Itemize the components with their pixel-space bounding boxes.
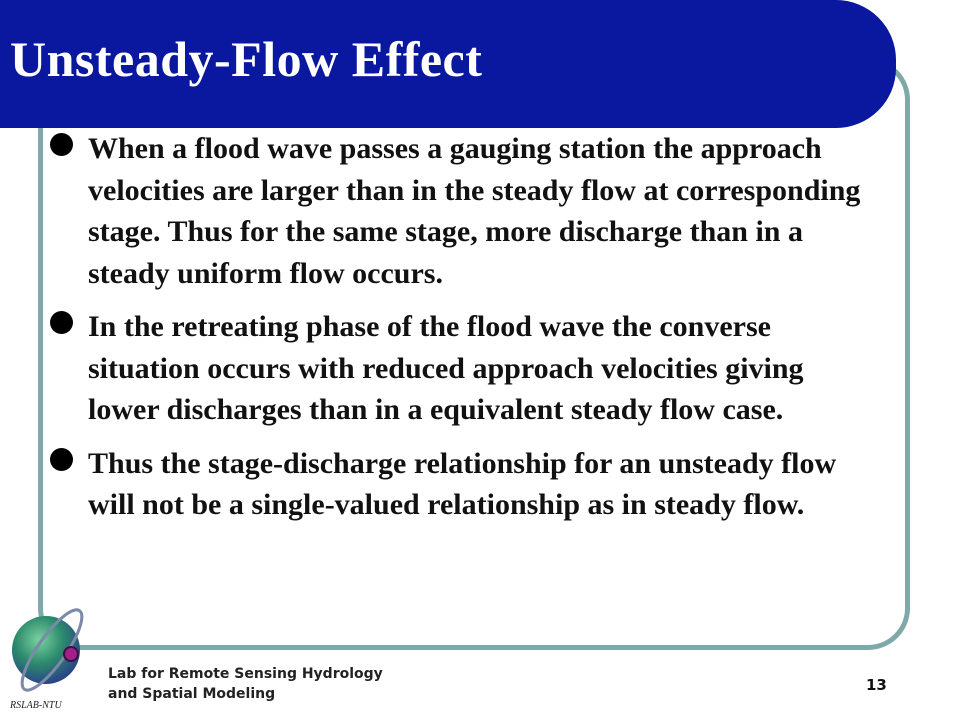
lab-name-line1: Lab for Remote Sensing Hydrology	[108, 666, 383, 682]
logo-caption: RSLAB-NTU	[10, 700, 62, 711]
bullet-item	[48, 443, 868, 526]
bullet-list	[48, 128, 868, 538]
lab-name	[108, 664, 383, 704]
page-number: 13	[866, 676, 887, 694]
lab-name-line2: and Spatial Modeling	[108, 686, 276, 702]
bullet-dot-icon	[50, 133, 73, 156]
globe-orbit-logo-icon	[6, 598, 96, 698]
bullet-text: In the retreating phase of the flood wave the converse situation occurs with reduced approach velocities giving lower discharges than in a equivalent steady flow case.	[88, 310, 804, 426]
bullet-dot-icon	[50, 311, 73, 334]
title-bar	[0, 0, 896, 128]
bullet-item	[48, 128, 868, 294]
slide-title: Unsteady-Flow Effect	[10, 31, 483, 87]
bullet-item	[48, 306, 868, 431]
bullet-text: When a flood wave passes a gauging station the approach velocities are larger than in the steady flow at corresponding stage. Thus for the same stage, more discharge than in a steady uniform flow occurs.	[88, 132, 861, 290]
bullet-dot-icon	[50, 448, 73, 471]
bullet-text: Thus the stage-discharge relationship for an unsteady flow will not be a single-valued relationship as in steady flow.	[88, 446, 837, 521]
